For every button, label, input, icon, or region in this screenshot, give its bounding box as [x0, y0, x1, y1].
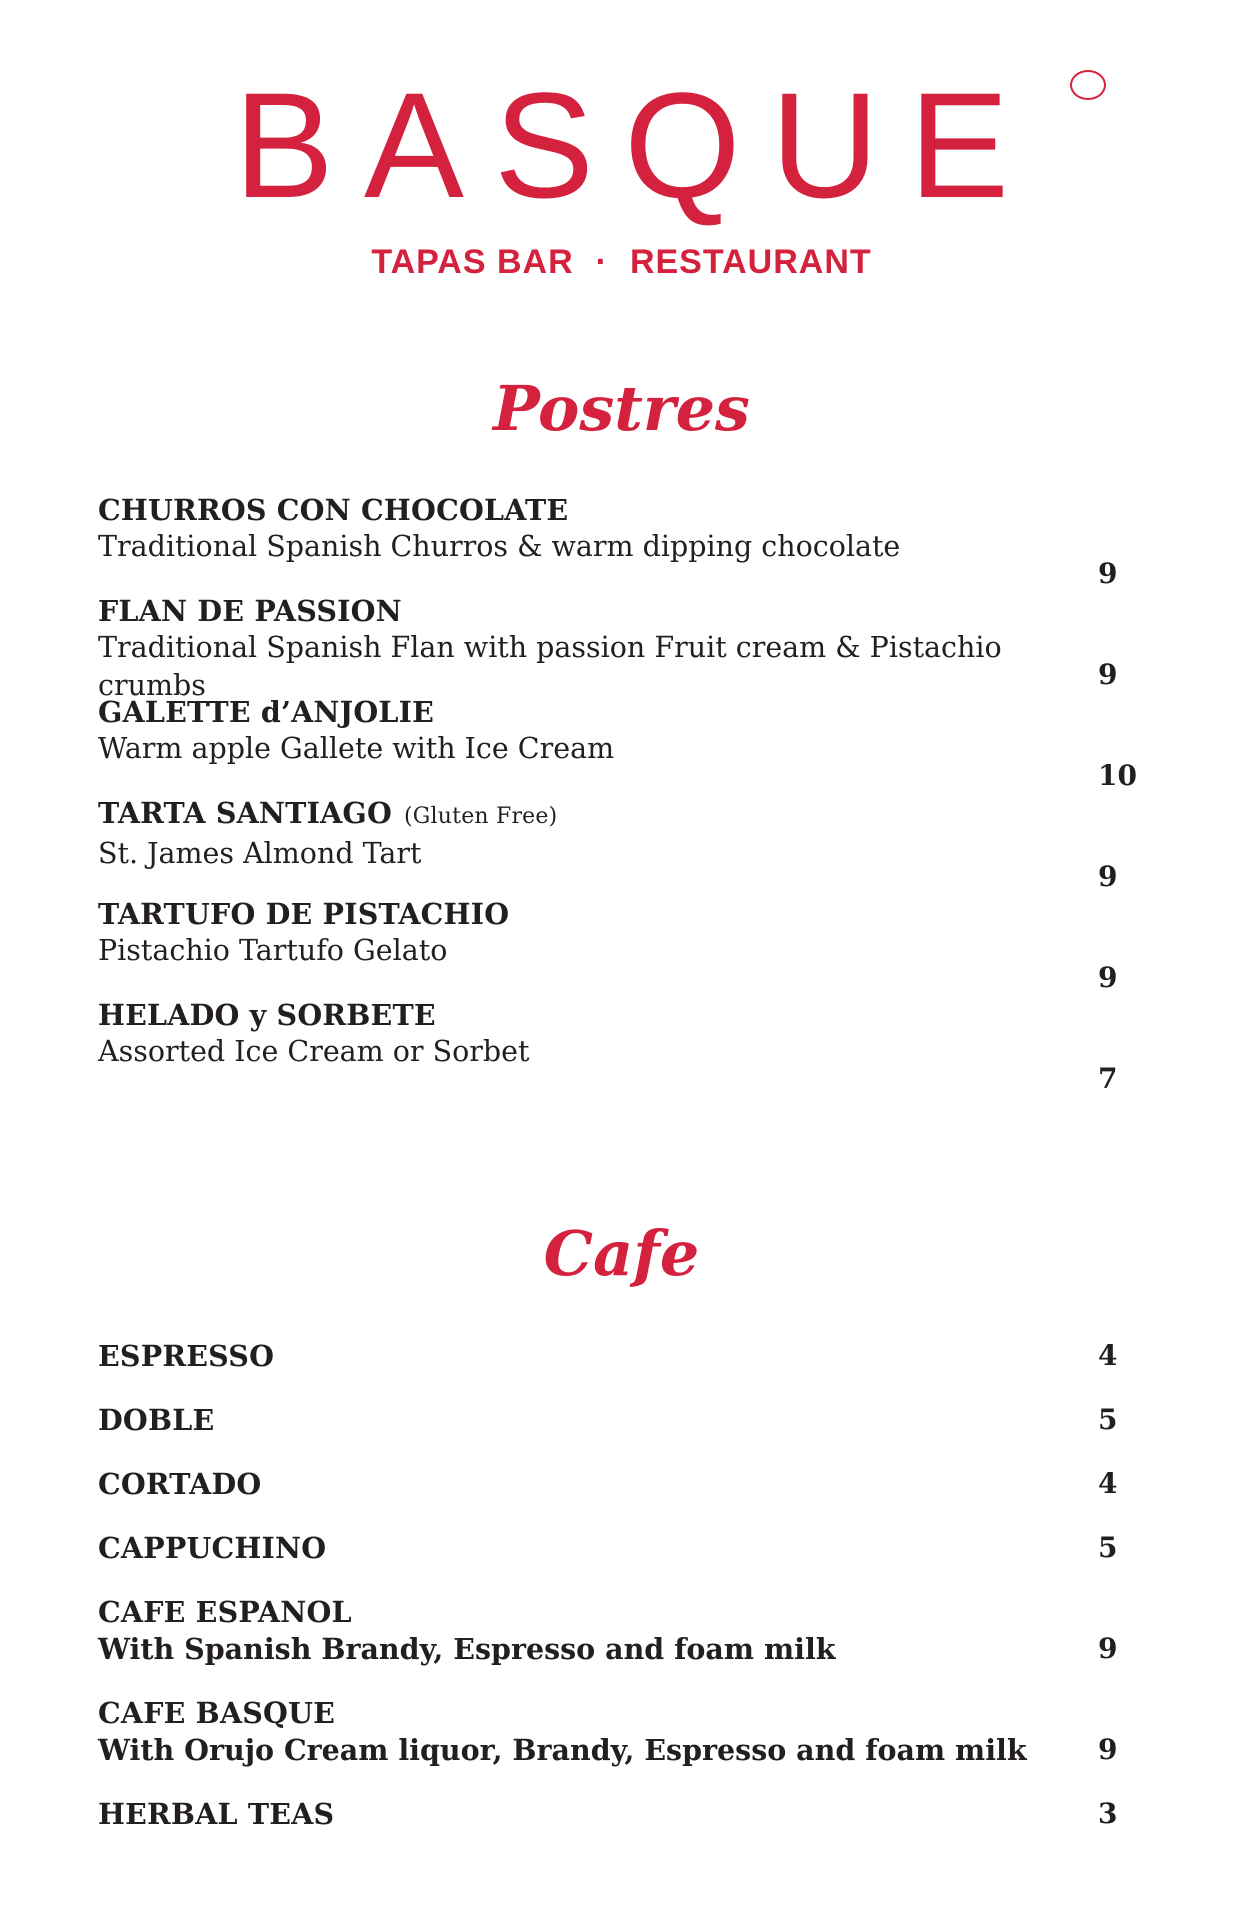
cafe-menu: [98, 1338, 1138, 1860]
item-name: ESPRESSO: [98, 1339, 275, 1373]
menu-item: [98, 1466, 1138, 1530]
menu-item: [98, 997, 1138, 1098]
item-description: Assorted Ice Cream or Sorbet: [98, 1035, 530, 1068]
item-description: Warm apple Gallete with Ice Cream: [98, 732, 615, 765]
item-price: 5: [1098, 1531, 1118, 1564]
item-description: Pistachio Tartufo Gelato: [98, 934, 448, 967]
item-description: With Spanish Brandy, Espresso and foam milk: [98, 1632, 836, 1666]
item-name-row: [98, 795, 1138, 835]
item-name: FLAN DE PASSION: [98, 594, 402, 628]
postres-menu: [98, 492, 1138, 1098]
tagline: [0, 243, 1243, 282]
menu-item: [98, 1695, 1138, 1796]
item-price: 9: [1098, 1632, 1118, 1665]
item-note: (Gluten Free): [404, 804, 558, 829]
item-price: 10: [1098, 759, 1137, 792]
item-name: HELADO y SORBETE: [98, 998, 436, 1032]
item-description: Traditional Spanish Flan with passion Fruit cream & Pistachio crumbs: [98, 631, 1002, 702]
item-name: TARTUFO DE PISTACHIO: [98, 897, 510, 931]
menu-item: [98, 795, 1138, 896]
item-price: 9: [1098, 961, 1118, 994]
item-price: 9: [1098, 860, 1118, 893]
menu-item: [98, 1594, 1138, 1695]
tagline-restaurant: RESTAURANT: [629, 243, 872, 281]
item-price: 3: [1098, 1797, 1118, 1830]
menu-item: [98, 1796, 1138, 1860]
item-name: CAPPUCHINO: [98, 1531, 327, 1565]
item-name: GALETTE d’ANJOLIE: [98, 695, 435, 729]
section-title-cafe: Cafe: [543, 1217, 700, 1290]
item-price: 5: [1098, 1403, 1118, 1436]
item-price: 4: [1098, 1339, 1118, 1372]
menu-item: [98, 593, 1138, 702]
menu-item: [98, 1530, 1138, 1594]
item-name: TARTA SANTIAGO: [98, 796, 392, 830]
item-name: CAFE BASQUE: [98, 1696, 336, 1730]
menu-item: [98, 1338, 1138, 1402]
item-name: CORTADO: [98, 1467, 262, 1501]
registered-mark-icon: [1070, 70, 1106, 100]
menu-item: [98, 694, 1138, 795]
item-price: 9: [1098, 557, 1118, 590]
tagline-separator: ·: [595, 243, 608, 281]
item-price: 9: [1098, 658, 1118, 691]
brand-header: [0, 61, 1243, 229]
item-price: 7: [1098, 1062, 1118, 1095]
item-price: 4: [1098, 1467, 1118, 1500]
item-name: HERBAL TEAS: [98, 1797, 335, 1831]
item-description: Traditional Spanish Churros & warm dipping chocolate: [98, 530, 901, 563]
item-description: With Orujo Cream liquor, Brandy, Espresso and foam milk: [98, 1733, 1027, 1767]
item-name: CHURROS CON CHOCOLATE: [98, 493, 569, 527]
item-description: St. James Almond Tart: [98, 837, 422, 870]
tagline-tapas-bar: TAPAS BAR: [371, 243, 574, 281]
logo-wordmark: BASQUE: [233, 61, 1040, 229]
menu-item: [98, 1402, 1138, 1466]
menu-item: [98, 896, 1138, 997]
item-name: DOBLE: [98, 1403, 215, 1437]
section-title-postres: Postres: [493, 372, 750, 445]
item-price: 9: [1098, 1733, 1118, 1766]
item-name: CAFE ESPANOL: [98, 1595, 352, 1629]
menu-item: [98, 492, 1138, 593]
